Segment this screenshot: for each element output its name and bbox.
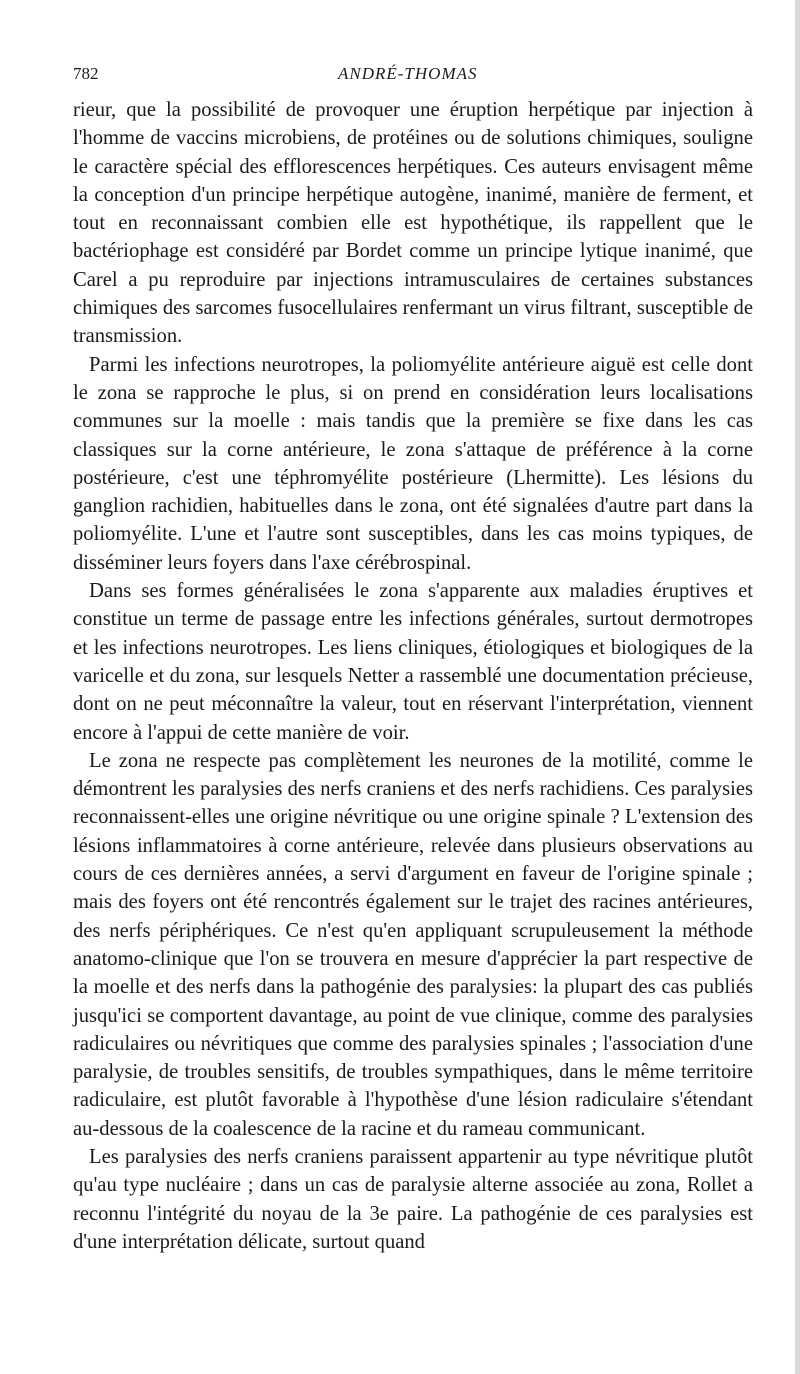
page-number: 782: [73, 64, 99, 83]
page-edge-shadow: [795, 0, 800, 1374]
paragraph: rieur, que la possibilité de provoquer une éruption herpétique par injection à l'homme de vaccins microbiens, de protéines ou de solutions chimiques, souligne le caractère spécial des efflorescences herpétiques. Ces auteurs envisagent même la conception d'un principe herpétique autogène, inanimé, manière de ferment, et tout en reconnaissant combien elle est hypothétique, ils rappellent que le bactériophage est considéré par Bordet comme un principe lytique inanimé, que Carel a pu reproduire par injections intramusculaires de certaines substances chimiques des sarcomes fusocellulaires renfermant un virus filtrant, susceptible de transmission.: [73, 99, 753, 348]
paragraph: Le zona ne respecte pas complètement les neurones de la motilité, comme le démontrent les paralysies des nerfs craniens et des nerfs rachidiens. Ces paralysies reconnaissent-elles une origine névritique ou une origine spinale ? L'extension des lésions inflammatoires à corne antérieure, relevée dans plusieurs observations au cours de ces dernières années, a servi d'argument en faveur de l'origine spinale ; mais des foyers ont été rencontrés également sur le trajet des racines antérieures, des nerfs périphériques. Ce n'est qu'en appliquant scrupuleusement la méthode anatomo-clinique que l'on se trouvera en mesure d'apprécier la part respective de la moelle et des nerfs dans la pathogénie des paralysies: la plupart des cas publiés jusqu'ici se comportent davantage, au point de vue clinique, comme des paralysies radiculaires ou névritiques que comme des paralysies spinales ; l'association d'une paralysie, de troubles sensitifs, de troubles sympathiques, dans le même territoire radiculaire, est plutôt favorable à l'hypothèse d'une lésion radiculaire s'étendant au-dessous de la coalescence de la racine et du rameau communicant.: [73, 749, 753, 1140]
running-head: ANDRÉ-THOMAS: [338, 64, 478, 83]
paragraph: Dans ses formes généralisées le zona s'apparente aux maladies éruptives et constitue un terme de passage entre les infections générales, surtout dermotropes et les infections neurotropes. Les liens cliniques, étiologiques et biologiques de la varicelle et du zona, sur lesquels Netter a rassemblé une documentation précieuse, dont on ne peut méconnaître la valeur, tout en réservant l'interprétation, viennent encore à l'appui de cette manière de voir.: [73, 580, 753, 744]
body-text: [73, 96, 753, 1256]
paragraph: Parmi les infections neurotropes, la poliomyélite antérieure aiguë est celle dont le zona se rapproche le plus, si on prend en considération leurs localisations communes sur la moelle : mais tandis que la première se fixe dans les cas classiques sur la corne antérieure, le zona s'attaque de préférence à la corne postérieure, c'est une téphromyélite postérieure (Lhermitte). Les lésions du ganglion rachidien, habituelles dans le zona, ont été signalées d'autre part dans la poliomyélite. L'une et l'autre sont susceptibles, dans les cas moins typiques, de disséminer leurs foyers dans l'axe cérébrospinal.: [73, 353, 753, 574]
paragraph: Les paralysies des nerfs craniens paraissent appartenir au type névritique plutôt qu'au type nucléaire ; dans un cas de paralysie alterne associée au zona, Rollet a reconnu l'intégrité du noyau de la 3e paire. La pathogénie de ces paralysies est d'une interprétation délicate, surtout quand: [73, 1145, 753, 1253]
page-header: [73, 64, 753, 88]
